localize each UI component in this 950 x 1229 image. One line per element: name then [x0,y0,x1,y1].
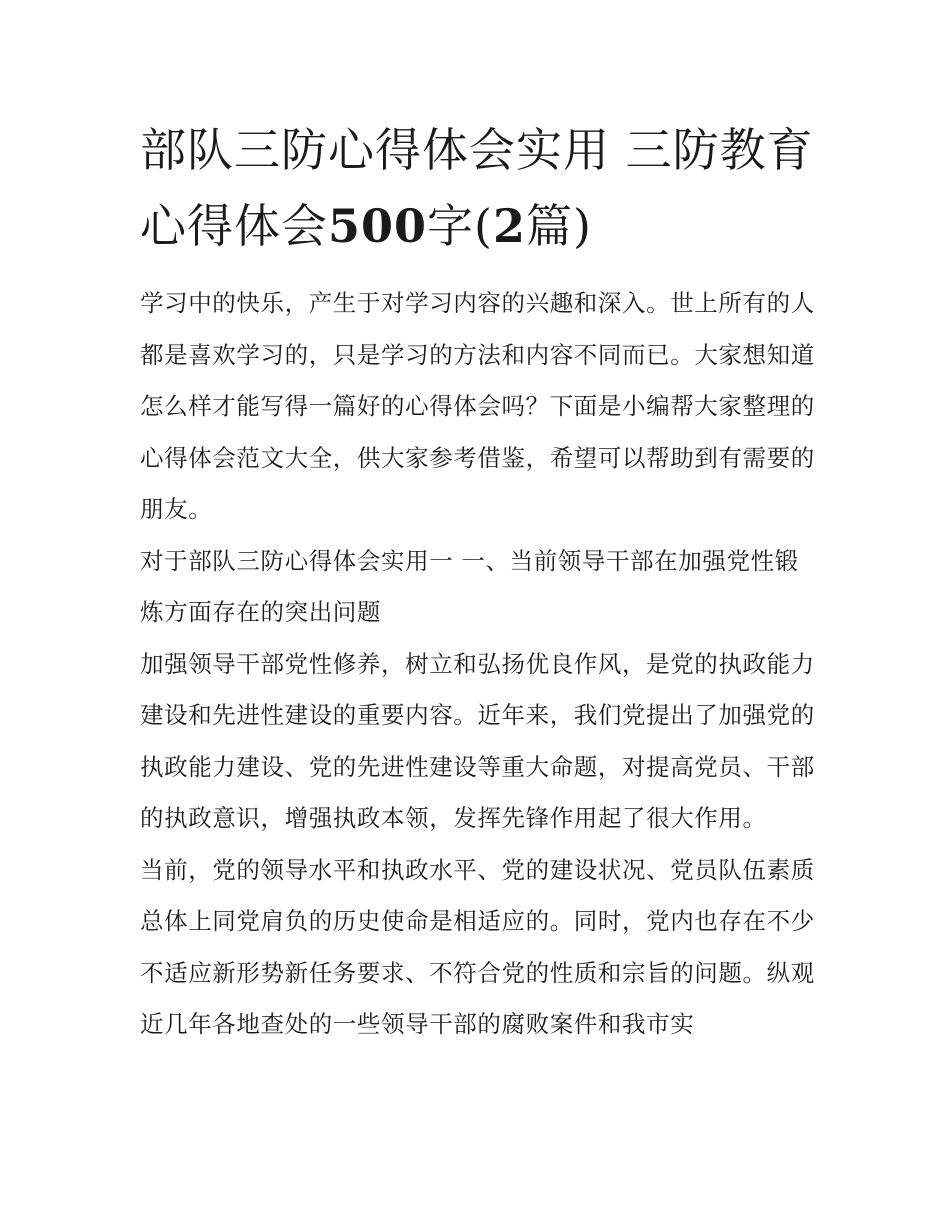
document-title [140,112,820,264]
intro-paragraph: 学习中的快乐，产生于对学习内容的兴趣和深入。世上所有的人都是喜欢学习的，只是学习的方法和内容不同而已。大家想知道怎么样才能写得一篇好的心得体会吗？下面是小编帮大家整理的心得体会范文大全，供大家参考借鉴，希望可以帮助到有需要的朋友。 [140,289,815,523]
title-number-2: 2 [492,199,526,253]
title-text-part1: 部队三防心得体会实用 三防教育心得体会 [140,123,814,253]
body-paragraph: 加强领导干部党性修养，树立和弘扬优良作风，是党的执政能力建设和先进性建设的重要内容。近年来，我们党提出了加强党的执政能力建设、党的先进性建设等重大命题，对提高党员、干部的执政意识，增强执政本领，发挥先锋作用起了很大作用。 [140,649,815,832]
title-number: 500 [328,199,428,253]
title-text-part3: 篇) [526,199,592,253]
body-paragraph: 当前，党的领导水平和执政水平、党的建设状况、党员队伍素质总体上同党肩负的历史使命是相适应的。同时，党内也存在不少不适应新形势新任务要求、不符合党的性质和宗旨的问题。纵观近几年各地查处的一些领导干部的腐败案件和我市实 [140,855,815,1038]
section-heading-paragraph: 对于部队三防心得体会实用一 一、当前领导干部在加强党性锻炼方面存在的突出问题 [140,546,799,626]
document-body [140,278,816,1051]
title-text-part2: 字( [427,199,493,253]
